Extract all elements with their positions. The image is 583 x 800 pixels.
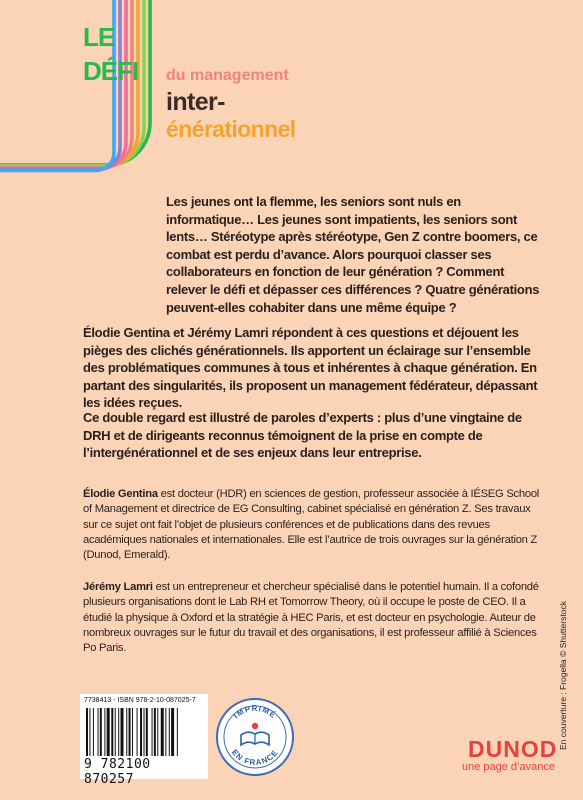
title-generationnel: énérationnel: [166, 116, 296, 142]
barcode-bar: [118, 708, 119, 756]
author-bio-text-gentina: est docteur (HDR) en sciences de gestion, professeur associée à IÉSEG School of Management et directrice de EG Consulting, cabinet spécialisé en génération Z. Ses travaux sur ce sujet ont fait l’objet de plusieurs conférences et de publications dans des revues académiques nationales et internationales. Elle est l’autrice de trois ouvrages sur la génération Z (Dunod, Emerald).: [83, 488, 540, 562]
barcode-bar: [161, 708, 164, 756]
barcode-bar: [86, 708, 88, 756]
barcode-bar: [93, 708, 94, 756]
summary-paragraph-2: Élodie Gentina et Jérémy Lamri répondent à ces questions et déjouent les pièges des clichés générationnels. Ils apportent un éclairage sur l’ensemble des problématiques communes à tous et inhérentes à chaque génération. En partant des singularités, ils proposent un management fédérateur, dépassant les idées reçues.: [83, 325, 538, 411]
title-defi: DÉFI: [83, 56, 139, 86]
author-bio-gentina: [83, 487, 545, 563]
barcode-bar: [146, 708, 148, 756]
barcode-bar: [171, 708, 174, 756]
barcode-digits: 9 782100 870257: [84, 757, 151, 787]
barcode-bar: [121, 708, 124, 756]
barcode-bar: [144, 708, 145, 756]
barcode-bar: [111, 708, 113, 756]
barcode-bar: [165, 708, 166, 756]
imprime-en-france-badge: [215, 697, 295, 777]
title-du-management: du management: [166, 67, 289, 84]
title-le: LE: [83, 22, 115, 52]
barcode-bar: [157, 708, 158, 756]
barcode-bar: [177, 708, 178, 756]
badge-bottom-text: EN FRANCE: [229, 747, 281, 768]
barcode-bar: [115, 708, 116, 756]
barcode-bar: [140, 708, 142, 756]
isbn-text: 7738413 - ISBN 978-2-10-087025-7: [84, 697, 196, 704]
barcode-bar: [152, 708, 153, 756]
barcode-bars: [86, 708, 202, 756]
barcode-bar: [100, 708, 102, 756]
author-name-lamri: Jérémy Lamri: [83, 581, 153, 593]
author-name-gentina: Élodie Gentina: [83, 488, 158, 500]
barcode-bar: [129, 708, 131, 756]
barcode-bar: [98, 708, 99, 756]
barcode: [80, 694, 208, 787]
author-bio-text-lamri: est un entrepreneur et chercheur spécialisé dans le potentiel humain. Il a cofondé plusieurs organisations dont le Lab RH et Tomorrow Theory, où il occupe le poste de CEO. Il a étudié la physique à Oxford et la stratégie à HEC Paris, et est docteur en psychologie. Auteur de nombreux ouvrages sur le futur du travail et des organisations, il est professeur affilié à Sciences Po Paris.: [83, 581, 539, 655]
summary-paragraph-3: Ce double regard est illustré de paroles d’experts : plus d’une vingtaine de DRH et de dirigeants reconnus témoignent de la prise en compte de l’intergénérationnel et de ses enjeux dans leur entreprise.: [83, 410, 522, 461]
barcode-bar: [107, 708, 110, 756]
barcode-bar: [89, 708, 90, 756]
publisher-logo: DUNOD: [468, 736, 558, 762]
summary-paragraph-1: Les jeunes ont la flemme, les seniors sont nuls en informatique… Les jeunes sont impatients, les seniors sont lents… Stéréotype après stéréotype, Gen Z contre boomers, ce combat est perdu d’avance. Alors pourquoi classer ses collaborateurs en fonction de leur génération ? Comment relever le défi et dépasser ces différences ? Quatre générations peuvent-elles cohabiter dans une même équipe ?: [166, 194, 540, 315]
title-inter: inter-: [166, 88, 225, 116]
cover-credit: En couverture : Frogella © Shutterstock: [558, 601, 568, 750]
barcode-bar: [126, 708, 127, 756]
publisher-tagline: une page d’avance: [462, 761, 555, 773]
barcode-bar: [132, 708, 133, 756]
author-bio-lamri: [83, 580, 545, 656]
barcode-bar: [154, 708, 156, 756]
barcode-bar: [104, 708, 105, 756]
badge-top-text: IMPRIMÉ: [231, 704, 279, 721]
barcode-bar: [169, 708, 170, 756]
barcode-bar: [137, 708, 138, 756]
